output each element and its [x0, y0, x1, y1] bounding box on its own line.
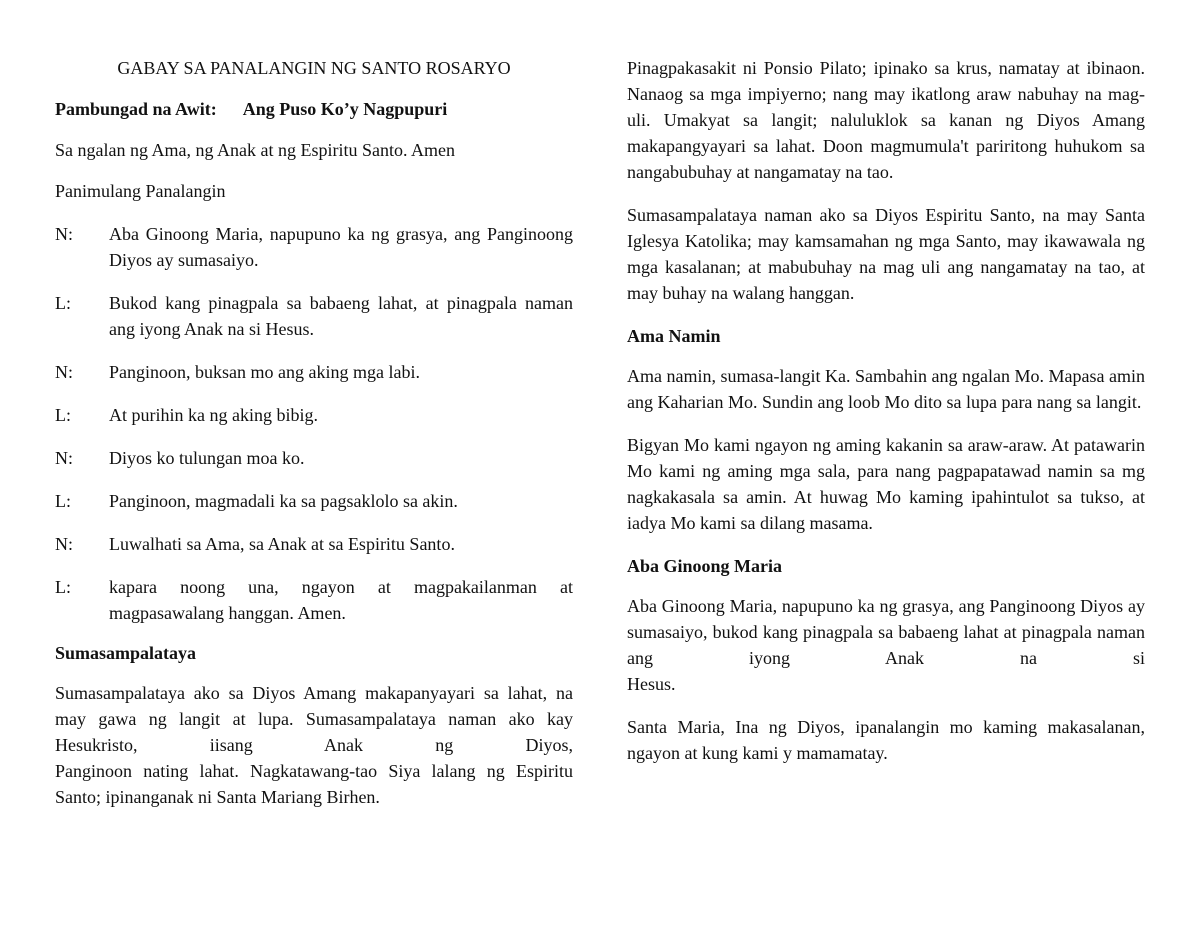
creed-holy-spirit-paragraph: Sumasampalataya naman ako sa Diyos Espiritu Santo, na may Santa Iglesya Katolika; may kamsamahan ng mga Santo, may ikawawala ng mga kasalanan; at mabubuhay na mag uli ang nangamatay na tao, at may buhay na walang hanggan. — [627, 205, 1145, 303]
creed-continued-paragraph: Pinagpakasakit ni Ponsio Pilato; ipinako sa krus, namatay at ibinaon. Nanaog sa mga impiyerno; nang may ikatlong araw nabuhay na mag-uli. Umakyat sa langit; naluluklok sa kanan ng Diyos Amang makapangyayari sa lahat. Doon magmumula't pariritong huhukom sa nangabubuhay at nangamatay na tao. — [627, 58, 1145, 182]
response-item — [55, 359, 573, 385]
left-column — [55, 55, 573, 827]
response-text: Panginoon, buksan mo ang aking mga labi. — [109, 362, 420, 382]
response-item — [55, 488, 573, 514]
creed-paragraph — [55, 680, 573, 810]
sign-of-cross: Sa ngalan ng Ama, ng Anak at ng Espiritu Santo. Amen — [55, 140, 455, 160]
right-column — [627, 55, 1145, 783]
response-text: Diyos ko tulungan moa ko. — [109, 448, 305, 468]
hail-mary-text-part-a: Aba Ginoong Maria, napupuno ka ng grasya, ang Panginoong Diyos ay sumasaiyo, bukod kang pinagpala sa babaeng lahat at pinagpala naman ang iyong Anak na si — [627, 596, 1145, 668]
response-lead: N: — [55, 362, 73, 382]
response-lead: N: — [55, 224, 73, 244]
creed-heading: Sumasampalataya — [55, 643, 197, 663]
hail-mary-heading: Aba Ginoong Maria — [627, 556, 783, 576]
document-title: GABAY SA PANALANGIN NG SANTO ROSARYO — [117, 58, 511, 78]
creed-text-part-b: Panginoon nating lahat. Nagkatawang-tao Siya lalang ng Espiritu Santo; ipinanganak ni Santa Mariang Birhen. — [55, 761, 573, 807]
opening-song-line — [55, 96, 573, 122]
opening-prayer-label: Panimulang Panalangin — [55, 181, 226, 201]
response-item — [55, 574, 573, 626]
response-lead: N: — [55, 448, 73, 468]
response-lead: L: — [55, 405, 71, 425]
hail-mary-paragraph-2: Santa Maria, Ina ng Diyos, ipanalangin mo kaming makasalanan, ngayon at kung kami y mamamatay. — [627, 717, 1145, 763]
response-text: Bukod kang pinagpala sa babaeng lahat, at pinagpala naman ang iyong Anak na si Hesus. — [109, 293, 573, 339]
response-item — [55, 290, 573, 342]
response-lead: L: — [55, 577, 71, 597]
response-lead: N: — [55, 534, 73, 554]
hail-mary-paragraph-1 — [627, 593, 1145, 697]
response-lead: L: — [55, 293, 71, 313]
response-item — [55, 221, 573, 273]
response-item — [55, 445, 573, 471]
response-text: Luwalhati sa Ama, sa Anak at sa Espiritu Santo. — [109, 534, 455, 554]
response-text: kapara noong una, ngayon at magpakailanman at magpasawalang hanggan. Amen. — [109, 577, 573, 623]
our-father-paragraph-2: Bigyan Mo kami ngayon ng aming kakanin sa araw-araw. At patawarin Mo kami ng aming mga sala, para nang pagpapatawad namin sa mg nagkakasala sa amin. At huwag Mo kaming ipahintulot sa tukso, at iadya Mo kami sa dilang masama. — [627, 435, 1145, 533]
our-father-heading: Ama Namin — [627, 326, 721, 346]
response-text: At purihin ka ng aking bibig. — [109, 405, 318, 425]
opening-song-title: Ang Puso Ko’y Nagpupuri — [242, 99, 448, 119]
response-item — [55, 531, 573, 557]
response-text: Panginoon, magmadali ka sa pagsaklolo sa akin. — [109, 491, 458, 511]
creed-text-part-a: Sumasampalataya ako sa Diyos Amang makapanyayari sa lahat, na may gawa ng langit at lupa. Sumasampalataya naman ako kay Hesukristo, iisang Anak ng Diyos, — [55, 683, 573, 755]
response-lead: L: — [55, 491, 71, 511]
our-father-paragraph-1: Ama namin, sumasa-langit Ka. Sambahin ang ngalan Mo. Mapasa amin ang Kaharian Mo. Sundin ang loob Mo dito sa lupa para nang sa langit. — [627, 366, 1145, 412]
opening-song-label: Pambungad na Awit: — [55, 99, 217, 119]
response-text: Aba Ginoong Maria, napupuno ka ng grasya, ang Panginoong Diyos ay sumasaiyo. — [109, 224, 573, 270]
hail-mary-text-part-b: Hesus. — [627, 674, 676, 694]
response-item — [55, 402, 573, 428]
